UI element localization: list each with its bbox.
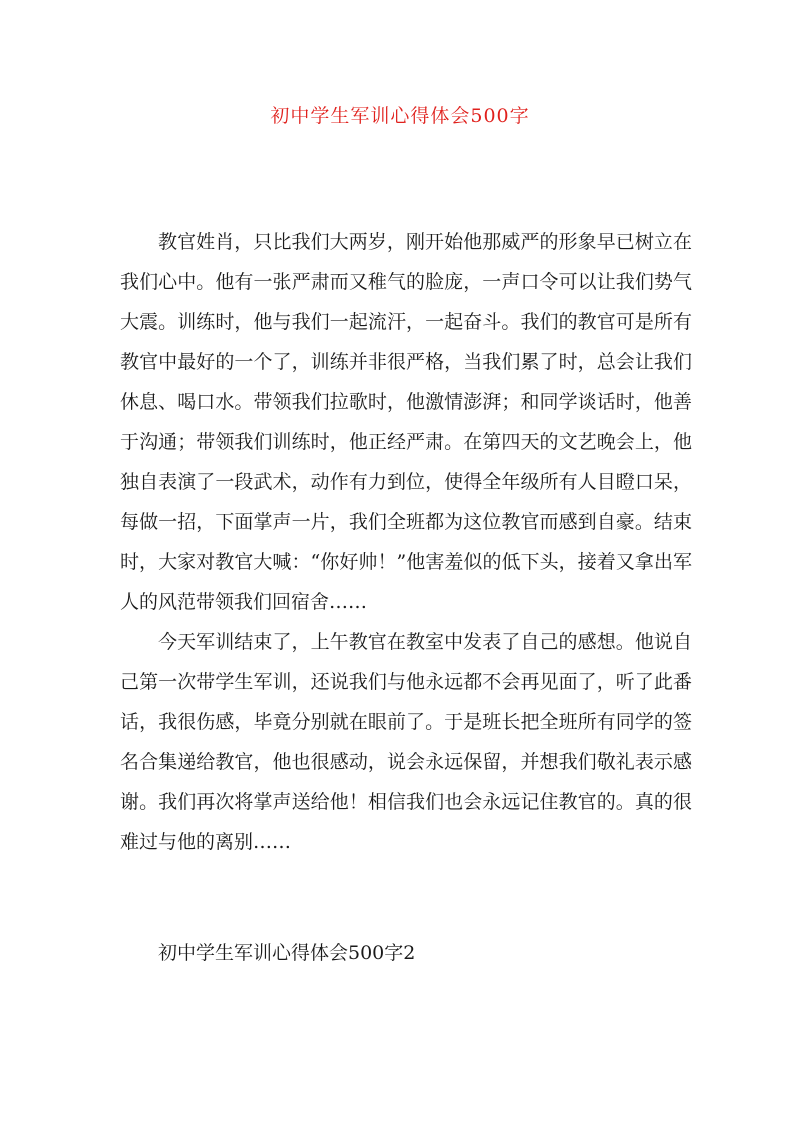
next-section-heading: 初中学生军训心得体会500字2 [158, 942, 416, 964]
paragraph-instructor-description: 教官姓肖，只比我们大两岁，刚开始他那威严的形象早已树立在我们心中。他有一张严肃而又稚气的脸庞，一声口令可以让我们势气大震。训练时，他与我们一起流汗，一起奋斗。我们的教官可是所有教官中最好的一个了，训练并非很严格，当我们累了时，总会让我们休息、喝口水。带领我们拉歌时，他激情澎湃；和同学谈话时，他善于沟通；带领我们训练时，他正经严肃。在第四天的文艺晚会上，他独自表演了一段武术，动作有力到位，使得全年级所有人目瞪口呆，每做一招，下面掌声一片，我们全班都为这位教官而感到自豪。结束时，大家对教官大喊：“你好帅！”他害羞似的低下头，接着又拿出军人的风范带领我们回宿舍…… [120, 231, 692, 613]
document-title: 初中学生军训心得体会500字 [270, 105, 530, 127]
document-body [120, 222, 692, 862]
paragraph-training-end: 今天军训结束了，上午教官在教室中发表了自己的感想。他说自己第一次带学生军训，还说我们与他永远都不会再见面了，听了此番话，我很伤感，毕竟分别就在眼前了。于是班长把全班所有同学的签名合集递给教官，他也很感动，说会永远保留，并想我们敬礼表示感谢。我们再次将掌声送给他！相信我们也会永远记住教官的。真的很难过与他的离别…… [120, 631, 692, 853]
